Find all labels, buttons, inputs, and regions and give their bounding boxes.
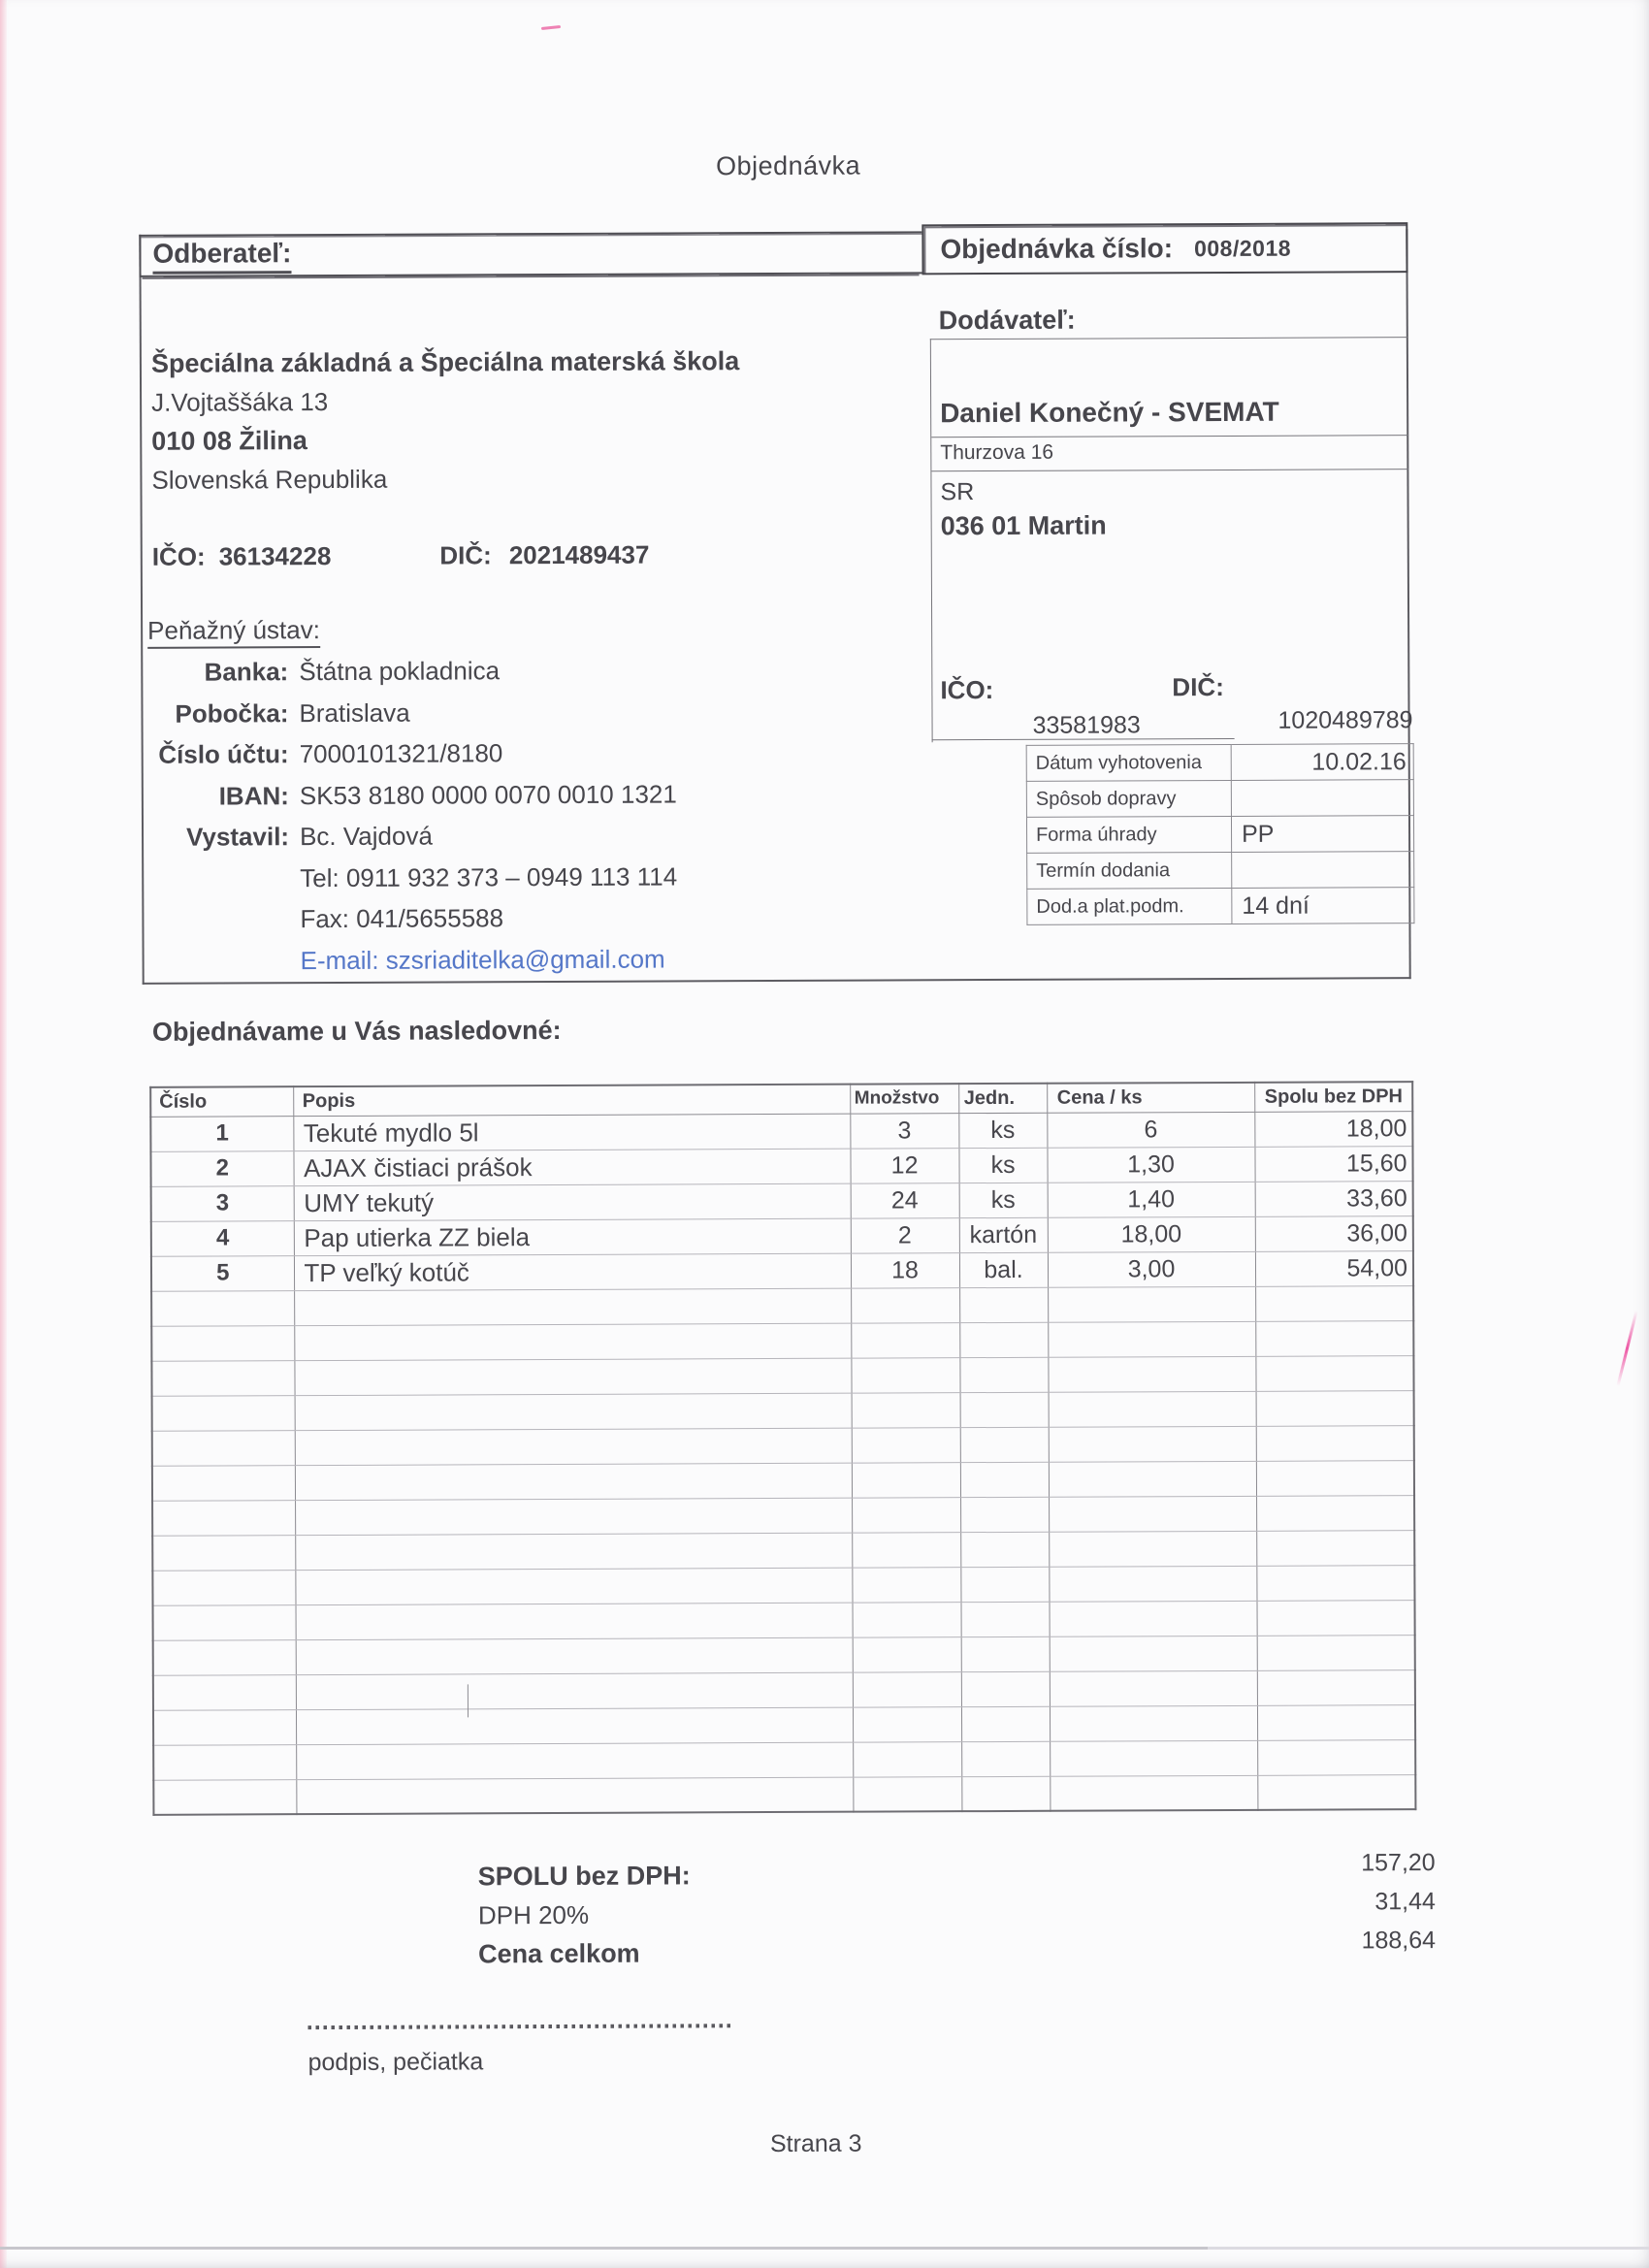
bank-row-tel: Tel: 0911 932 373 – 0949 113 114 bbox=[300, 860, 678, 892]
customer-dic-value: 2021489437 bbox=[508, 539, 650, 570]
supplier-city: 036 01 Martin bbox=[940, 510, 1107, 541]
table-row-empty bbox=[152, 1495, 1414, 1536]
order-section-heading: Objednávame u Vás nasledovné: bbox=[151, 1015, 562, 1047]
table-row: 2 AJAX čistiaci prášok 12 ks 1,30 15,60 bbox=[150, 1146, 1412, 1186]
table-row: 4 Pap utierka ZZ biela 2 kartón 18,00 36,00 bbox=[151, 1215, 1413, 1256]
items-empty-rows bbox=[151, 1285, 1415, 1815]
table-row-empty bbox=[152, 1390, 1414, 1431]
total-vat-row: DPH 20% 31,44 bbox=[477, 1888, 1436, 1930]
scan-edge-artifact bbox=[0, 0, 7, 2268]
order-number-box bbox=[922, 222, 1407, 275]
supplier-dic-value: 1020489789 bbox=[1277, 706, 1413, 734]
page-number: Strana 3 bbox=[769, 2129, 862, 2158]
table-row: 1 Tekuté mydlo 5l 3 ks 6 18,00 bbox=[150, 1111, 1412, 1151]
supplier-street: Thurzova 16 bbox=[931, 436, 1408, 471]
customer-label: Odberateľ: bbox=[152, 238, 291, 275]
bank-row-fax: Fax: 041/5655588 bbox=[300, 903, 504, 934]
total-net-row: SPOLU bez DPH: 157,20 bbox=[477, 1849, 1436, 1892]
customer-dic-label: DIČ: bbox=[439, 540, 492, 570]
order-number-value: 008/2018 bbox=[1193, 235, 1292, 261]
scan-bottom-edge-dark bbox=[0, 2247, 1208, 2250]
bank-row: Číslo účtu: 7000101321/8180 bbox=[158, 738, 503, 769]
supplier-name: Daniel Konečný - SVEMAT bbox=[931, 396, 1408, 437]
supplier-ico-value: 33581983 bbox=[1032, 711, 1141, 739]
table-row-empty bbox=[151, 1355, 1413, 1396]
email-link: E-mail: szsriaditelka@gmail.com bbox=[300, 944, 665, 975]
table-row-empty bbox=[151, 1320, 1413, 1361]
payment-form: PP bbox=[1231, 816, 1413, 853]
details-row: Dod.a plat.podm. 14 dní bbox=[1027, 888, 1414, 925]
customer-header-box bbox=[139, 231, 922, 277]
table-row-empty bbox=[152, 1530, 1414, 1571]
bank-row: Pobočka: Bratislava bbox=[175, 697, 410, 729]
supplier-ico-label: IČO: bbox=[940, 675, 994, 705]
table-row-empty bbox=[153, 1704, 1415, 1745]
customer-ico-value: 36134228 bbox=[218, 541, 332, 571]
supplier-address-box bbox=[930, 337, 1413, 742]
table-row-empty bbox=[153, 1635, 1415, 1675]
order-number-label: Objednávka číslo: bbox=[940, 233, 1174, 265]
bank-row: Banka: Štátna pokladnica bbox=[204, 656, 501, 687]
supplier-country: SR bbox=[940, 478, 975, 506]
items-header-row: Číslo Popis Množstvo Jedn. Cena / ks Spolu bez DPH bbox=[150, 1082, 1412, 1117]
signature-label: podpis, pečiatka bbox=[307, 2048, 484, 2077]
total-gross-row: Cena celkom 188,64 bbox=[478, 1927, 1437, 1969]
supplier-heading: Dodávateľ: bbox=[938, 305, 1076, 336]
customer-street: J.Vojtaššáka 13 bbox=[151, 387, 329, 417]
table-row-empty bbox=[152, 1565, 1414, 1605]
details-row: Forma úhrady PP bbox=[1026, 816, 1413, 854]
page-title: Objednávka bbox=[715, 150, 861, 181]
details-row: Spôsob dopravy bbox=[1026, 780, 1413, 818]
customer-city: 010 08 Žilina bbox=[151, 426, 307, 456]
table-row-empty bbox=[153, 1774, 1415, 1815]
table-row: 5 TP veľký kotúč 18 bal. 3,00 54,00 bbox=[151, 1250, 1413, 1291]
details-row: Termín dodania bbox=[1027, 852, 1414, 890]
customer-address-block bbox=[151, 341, 740, 500]
order-items-table bbox=[149, 1081, 1416, 1816]
table-row-empty bbox=[153, 1600, 1415, 1640]
order-details-table bbox=[1026, 743, 1415, 925]
table-row: 3 UMY tekutý 24 ks 1,40 33,60 bbox=[151, 1181, 1413, 1221]
payment-terms: 14 dní bbox=[1232, 888, 1414, 924]
table-row-empty bbox=[152, 1460, 1414, 1501]
table-row-empty bbox=[151, 1285, 1413, 1326]
customer-tax-ids bbox=[152, 540, 650, 572]
customer-ico-label: IČO: bbox=[151, 541, 206, 571]
signature-line bbox=[307, 2024, 730, 2029]
issue-date: 10.02.16 bbox=[1231, 744, 1413, 781]
details-row: Dátum vyhotovenia 10.02.16 bbox=[1026, 744, 1413, 782]
bank-row: IBAN: SK53 8180 0000 0070 0010 1321 bbox=[218, 778, 677, 811]
bank-heading: Peňažný ústav: bbox=[141, 615, 320, 646]
bank-row: Vystavil: Bc. Vajdová bbox=[186, 821, 433, 852]
customer-name: Špeciálna základná a Špeciálna materská škola bbox=[150, 346, 740, 378]
supplier-dic-label: DIČ: bbox=[1172, 671, 1224, 702]
customer-country: Slovenská Republika bbox=[151, 464, 388, 495]
bank-row-email bbox=[143, 944, 678, 988]
table-row-empty bbox=[152, 1425, 1414, 1466]
table-row-empty bbox=[153, 1669, 1415, 1710]
bank-details-block bbox=[141, 613, 678, 987]
stray-line-artifact bbox=[468, 1684, 469, 1717]
table-row-empty bbox=[153, 1739, 1415, 1780]
